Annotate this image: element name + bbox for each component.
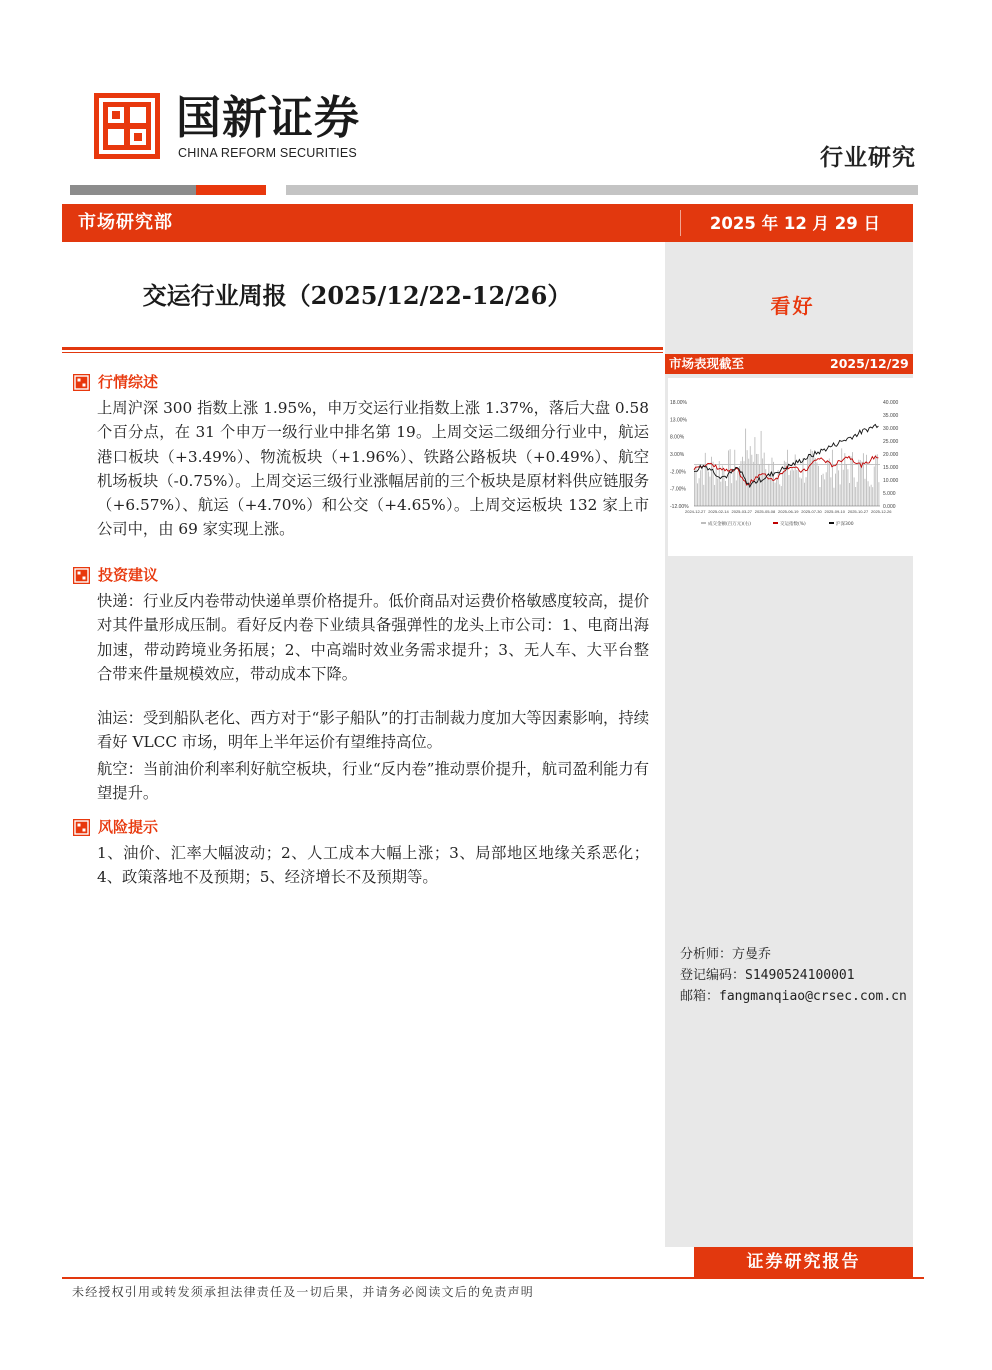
volume-bar	[775, 483, 776, 506]
document-type: 行业研究	[820, 144, 916, 171]
y-right-tick-label: 5.000	[883, 491, 896, 497]
volume-bar	[816, 462, 817, 506]
volume-bar	[713, 462, 714, 506]
volume-bar	[818, 466, 819, 506]
volume-bar	[710, 477, 711, 506]
volume-bar	[736, 480, 737, 506]
header-rule-red	[196, 185, 266, 195]
y-right-tick-label: 0.000	[883, 504, 896, 510]
y-right-tick-label: 10.000	[883, 478, 899, 484]
volume-bar	[773, 462, 774, 506]
paragraph-aviation: 航空：当前油价利率利好航空板块，行业“反内卷”推动票价提升，航司盈利能力有望提升。	[97, 760, 649, 803]
x-tick-label: 2025-10-27	[847, 509, 869, 514]
volume-bar	[759, 465, 760, 506]
analyst-name: 分析师：方曼乔	[680, 947, 772, 962]
volume-bar	[835, 474, 836, 506]
volume-bar	[750, 446, 751, 506]
volume-bar	[799, 477, 800, 506]
footer-label: 证券研究报告	[746, 1252, 861, 1272]
volume-bar	[851, 456, 852, 506]
report-date: 2025 年 12 月 29 日	[709, 214, 880, 233]
volume-bar	[781, 486, 782, 506]
volume-bar	[705, 453, 706, 506]
volume-bar	[748, 459, 749, 506]
volume-bar	[727, 486, 728, 506]
volume-bar	[731, 483, 732, 506]
y-right-tick-label: 20.000	[883, 452, 899, 458]
volume-bar	[803, 458, 804, 506]
volume-bar	[706, 464, 707, 506]
volume-bar	[730, 449, 731, 506]
report-title: 交运行业周报（2025/12/22-12/26）	[142, 281, 572, 310]
volume-bar	[782, 472, 783, 506]
volume-bar	[868, 481, 869, 506]
y-left-tick-label: -12.00%	[670, 504, 689, 510]
volume-bar	[733, 470, 734, 506]
title-rule-thick	[62, 347, 663, 350]
volume-bar	[756, 454, 757, 506]
volume-bar	[776, 479, 777, 506]
volume-bar	[762, 458, 763, 506]
band-divider	[680, 210, 681, 236]
section-title-market-review: 行情综述	[98, 373, 159, 391]
volume-bar	[768, 464, 769, 506]
volume-bar	[841, 448, 842, 506]
volume-bar	[807, 457, 808, 506]
volume-bar	[754, 437, 755, 506]
volume-bar	[779, 484, 780, 506]
section-title-investment-advice: 投资建议	[98, 566, 159, 584]
volume-bar	[700, 470, 701, 506]
volume-bar	[778, 470, 779, 506]
x-tick-label: 2025-03-27	[731, 509, 752, 514]
volume-bar	[801, 479, 802, 506]
y-left-tick-label: 18.00%	[670, 400, 687, 406]
volume-bar	[863, 453, 864, 506]
volume-bar	[714, 485, 715, 506]
volume-bar	[720, 482, 721, 506]
y-right-tick-label: 15.000	[883, 465, 899, 471]
volume-bar	[823, 474, 824, 506]
volume-bar	[821, 475, 822, 506]
volume-bar	[829, 459, 830, 506]
legend-label: 交运指数(%)	[780, 522, 806, 527]
x-tick-label: 2025-07-30	[801, 509, 822, 514]
x-tick-label: 2025-09-10	[824, 509, 845, 514]
volume-bar	[703, 485, 704, 506]
volume-bar	[792, 468, 793, 506]
volume-bar	[810, 449, 811, 506]
volume-bar	[858, 460, 859, 506]
market-performance-chart	[668, 378, 913, 556]
volume-bar	[790, 470, 791, 506]
volume-bar	[804, 483, 805, 506]
x-tick-label: 2025-02-14	[708, 509, 729, 514]
volume-bar	[854, 477, 855, 506]
volume-bar	[793, 470, 794, 506]
volume-bar	[697, 483, 698, 506]
volume-bar	[737, 471, 738, 506]
volume-bar	[723, 469, 724, 506]
company-logo-mark	[94, 93, 160, 159]
y-left-tick-label: -7.00%	[670, 486, 686, 493]
volume-bar	[767, 479, 768, 506]
volume-bar	[806, 477, 807, 506]
section-logo-icon	[73, 567, 90, 584]
volume-bar	[827, 461, 828, 506]
volume-bar	[830, 477, 831, 506]
volume-bar	[872, 487, 873, 506]
volume-bar	[838, 470, 839, 506]
y-left-tick-label: 13.00%	[670, 417, 687, 424]
volume-bar	[824, 479, 825, 506]
volume-bar	[849, 483, 850, 506]
y-right-tick-label: 35.000	[883, 413, 899, 419]
legend-label: 成交金额(百万元)(右)	[708, 522, 752, 527]
volume-bar	[834, 488, 835, 506]
y-right-tick-label: 40.000	[883, 400, 899, 406]
volume-bar	[847, 469, 848, 506]
industry-rating: 看好	[770, 294, 815, 318]
volume-bar	[837, 465, 838, 506]
volume-bar	[877, 454, 878, 506]
volume-bar	[855, 487, 856, 506]
volume-bar	[860, 460, 861, 506]
market-performance-label: 市场表现截至	[669, 356, 745, 371]
volume-bar	[874, 467, 875, 506]
volume-bar	[699, 478, 700, 506]
volume-bar	[747, 450, 748, 506]
volume-bar	[784, 461, 785, 506]
volume-bar	[826, 472, 827, 506]
volume-bar	[812, 451, 813, 506]
header-rule-gray	[70, 185, 196, 195]
department-name: 市场研究部	[78, 212, 173, 233]
volume-bar	[865, 479, 866, 506]
x-tick-label: 2025-12-26	[871, 509, 892, 514]
volume-bar	[722, 466, 723, 506]
volume-bar	[772, 458, 773, 506]
title-rule-thin	[62, 352, 663, 353]
footer-rule	[62, 1277, 924, 1279]
volume-bar	[694, 468, 695, 506]
y-left-tick-label: 8.00%	[670, 434, 685, 441]
company-name-en: CHINA REFORM SECURITIES	[178, 146, 357, 160]
volume-bar	[846, 465, 847, 506]
volume-bar	[815, 458, 816, 506]
y-left-tick-label: -2.00%	[670, 469, 686, 476]
volume-bar	[717, 479, 718, 506]
volume-bar	[843, 470, 844, 506]
volume-bar	[840, 484, 841, 506]
volume-bar	[871, 485, 872, 506]
paragraph-market-review: 上周沪深 300 指数上涨 1.95%，申万交运行业指数上涨 1.37%，落后大盘 0.58 个百分点，在 31 个申万一级行业中排名第 19。上周交运二级细分行业中，航运港口板块（+3.49%）、物流板块（+1.96%）、铁路公路板块（+0.49%）、航空机场板块（-0.75%）。上周交运三级行业涨幅居前的三个板块是原材料供应链服务（+6.57%）、航运（+4.70%）和公交（+4.65%）。上周交运板块 132 家上市公司中，由 69 家实现上涨。	[97, 399, 649, 539]
volume-bar	[798, 470, 799, 506]
paragraph-express: 快递：行业反内卷带动快递单票价格提升。低价商品对运费价格敏感度较高，提价对其件量形成压制。看好反内卷下业绩具备强弹性的龙头上市公司：1、电商出海加速，带动跨境业务拓展；2、中高端时效业务需求提升；3、无人车、大平台整合带来件量规模效应，带动成本下降。	[97, 592, 649, 683]
volume-bar	[869, 487, 870, 506]
volume-bar	[832, 450, 833, 506]
market-chart-svg	[668, 378, 913, 556]
x-tick-label: 2025-05-08	[754, 509, 776, 514]
volume-bar	[745, 429, 746, 506]
volume-bar	[809, 454, 810, 506]
volume-bar	[753, 462, 754, 506]
analyst-registration: 登记编码：S1490524100001	[680, 968, 855, 983]
paragraph-risk: 1、油价、汇率大幅波动；2、人工成本大幅上涨；3、局部地区地缘关系恶化；4、政策落地不及预期；5、经济增长不及预期等。	[97, 844, 649, 887]
legend-swatch	[701, 522, 706, 524]
volume-bar	[734, 450, 735, 506]
volume-bar	[875, 455, 876, 506]
volume-bar	[857, 482, 858, 506]
volume-bar	[719, 461, 720, 506]
volume-bar	[708, 472, 709, 506]
volume-bar	[820, 487, 821, 506]
volume-bar	[796, 470, 797, 506]
volume-bar	[787, 450, 788, 506]
disclaimer: 未经授权引用或转发须承担法律责任及一切后果，并请务必阅读文后的免责声明	[72, 1285, 535, 1299]
volume-bar	[770, 472, 771, 506]
volume-bar	[702, 468, 703, 506]
legend-label: 沪深300	[836, 522, 854, 527]
x-tick-label: 2024-12-27	[685, 509, 706, 514]
volume-bar	[742, 457, 743, 506]
analyst-email[interactable]: 邮箱：fangmanqiao@crsec.com.cn	[680, 989, 907, 1004]
y-right-tick-label: 30.000	[883, 426, 899, 432]
x-tick-label: 2025-06-19	[778, 509, 799, 514]
legend-swatch	[829, 522, 834, 524]
section-title-risk: 风险提示	[98, 818, 159, 836]
volume-bar	[716, 468, 717, 506]
legend-swatch	[773, 522, 778, 524]
volume-bar	[844, 453, 845, 506]
volume-bar	[878, 482, 879, 506]
volume-bar	[861, 462, 862, 506]
market-performance-date: 2025/12/29	[830, 356, 909, 371]
section-logo-icon	[73, 819, 90, 836]
volume-bar	[761, 431, 762, 506]
volume-bar	[744, 461, 745, 506]
company-name-cn: 国新证券	[176, 91, 361, 144]
y-right-tick-label: 25.000	[883, 439, 899, 445]
volume-bar	[741, 461, 742, 506]
paragraph-oil-shipping: 油运：受到船队老化、西方对于“影子船队”的打击制裁力度加大等因素影响，持续看好 VLCC 市场，明年上半年运价有望维持高位。	[97, 709, 649, 752]
section-logo-icon	[73, 374, 90, 391]
volume-bar	[728, 450, 729, 506]
volume-bar	[725, 481, 726, 506]
header-rule-light	[286, 185, 918, 195]
volume-bar	[789, 475, 790, 506]
y-left-tick-label: 3.00%	[670, 452, 685, 458]
